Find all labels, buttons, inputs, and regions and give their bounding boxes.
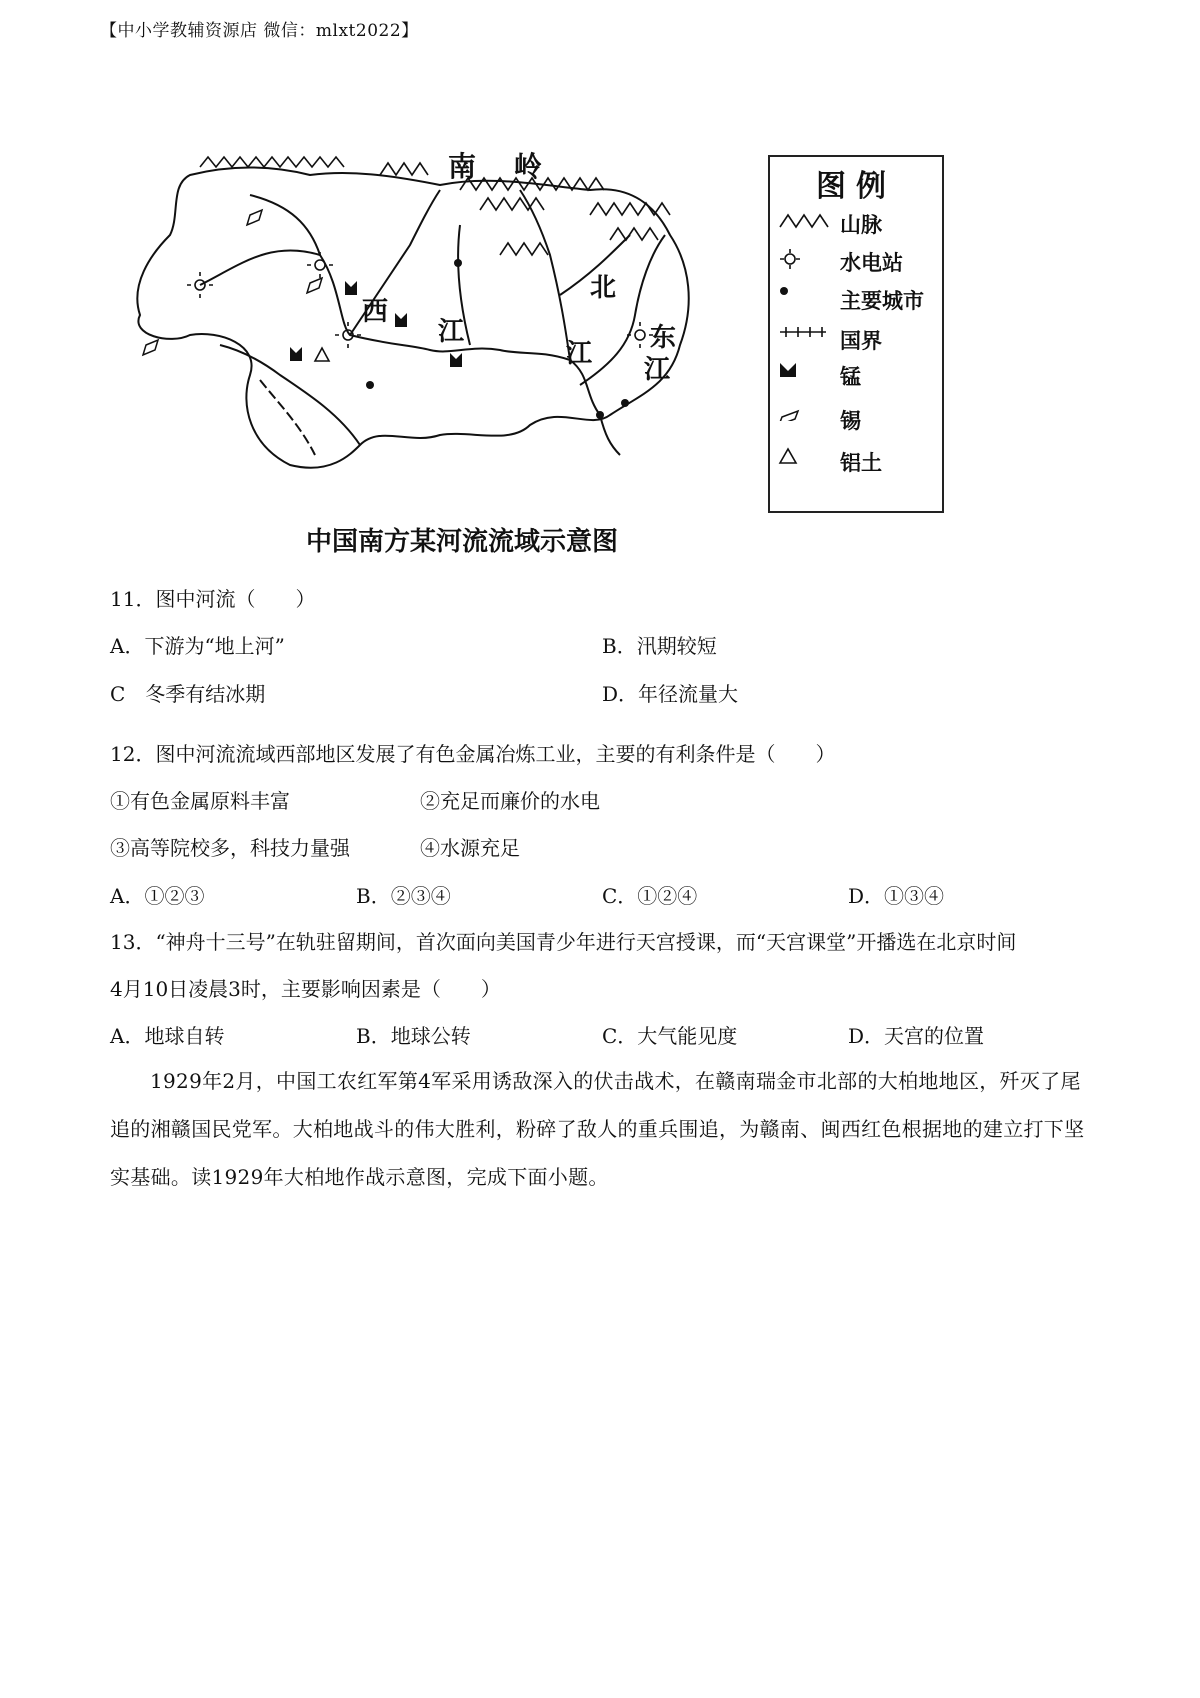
legend-title: 图例	[816, 169, 896, 204]
q12-condition-3: ③高等院校多，科技力量强	[110, 836, 350, 860]
legend-item-tin	[778, 405, 861, 435]
reading-passage: 1929年2月，中国工农红军第4军采用诱敌深入的伏击战术，在赣南瑞金市北部的大柏地地区，歼灭了尾追的湘赣国民党军。大柏地战斗的伟大胜利，粉碎了敌人的重兵围追，为赣南、闽西红色根据地的建立打下坚实基础。读1929年大柏地作战示意图，完成下面小题。	[110, 1069, 1085, 1189]
q13-option-b: B．地球公转	[356, 1024, 471, 1048]
basin-outline	[137, 168, 688, 468]
bei-river	[520, 190, 570, 360]
bei-jiang-label: 江	[566, 339, 593, 369]
q13-option-c: C．大气能见度	[602, 1024, 738, 1048]
q11-option-b: B．汛期较短	[602, 634, 717, 658]
q11-stem: 11．图中河流（ ）	[110, 587, 316, 611]
legend-label: 山脉	[840, 213, 882, 237]
map-caption: 中国南方某河流流域示意图	[306, 527, 619, 557]
xi-jiang-label: 江	[438, 317, 465, 347]
q12-option-a: A．①②③	[110, 884, 205, 908]
mountain-range	[200, 157, 670, 255]
legend-item-manganese	[778, 361, 861, 391]
legend-label: 主要城市	[840, 289, 924, 313]
dong-jiang-label: 江	[644, 355, 671, 385]
river-basin-map	[110, 145, 950, 565]
q12-stem: 12．图中河流流域西部地区发展了有色金属冶炼工业，主要的有利条件是（ ）	[110, 742, 836, 766]
nanling-label: 南 岭	[448, 150, 556, 183]
national-border	[260, 380, 315, 455]
legend-label: 锰	[840, 365, 861, 389]
q13-stem-line1: 13．“神舟十三号”在轨驻留期间，首次面向美国青少年进行天宫授课，而“天宫课堂”开播选在北京时间	[110, 930, 1017, 954]
bauxite-symbol	[315, 348, 329, 361]
legend-label: 锡	[840, 409, 861, 433]
q13-option-d: D．天宫的位置	[848, 1024, 985, 1048]
map-legend	[768, 155, 944, 513]
tin-symbols	[143, 210, 322, 355]
xi-label: 西	[362, 297, 389, 327]
q13-stem-line2: 4月10日凌晨3时，主要影响因素是（ ）	[110, 977, 501, 1001]
q13-option-a: A．地球自转	[110, 1024, 225, 1048]
q12-option-d: D．①③④	[848, 884, 945, 908]
q11-option-d: D．年径流量大	[602, 682, 739, 706]
q12-condition-1: ①有色金属原料丰富	[110, 789, 290, 813]
q12-condition-4: ④水源充足	[420, 836, 520, 860]
q11-option-a: A．下游为“地上河”	[110, 634, 285, 658]
bei-label: 北	[590, 273, 617, 303]
legend-item-city	[778, 285, 924, 315]
legend-label: 铝土	[840, 451, 882, 475]
legend-item-bauxite	[778, 447, 882, 477]
legend-label: 水电站	[840, 251, 903, 275]
q12-option-b: B．②③④	[356, 884, 451, 908]
legend-item-mountain	[778, 209, 882, 239]
page-header: 【中小学教辅资源店 微信：mlxt2022】	[100, 21, 419, 41]
q12-condition-2: ②充足而廉价的水电	[420, 789, 600, 813]
xi-river	[200, 250, 600, 415]
q11-option-c: C 冬季有结冰期	[110, 682, 266, 706]
legend-item-hydropower	[778, 247, 903, 277]
legend-label: 国界	[840, 329, 882, 353]
q12-option-c: C．①②④	[602, 884, 698, 908]
dong-label: 东	[650, 323, 677, 353]
legend-item-border	[778, 325, 882, 355]
lower-branch	[600, 415, 620, 455]
tributary-1	[250, 195, 320, 255]
